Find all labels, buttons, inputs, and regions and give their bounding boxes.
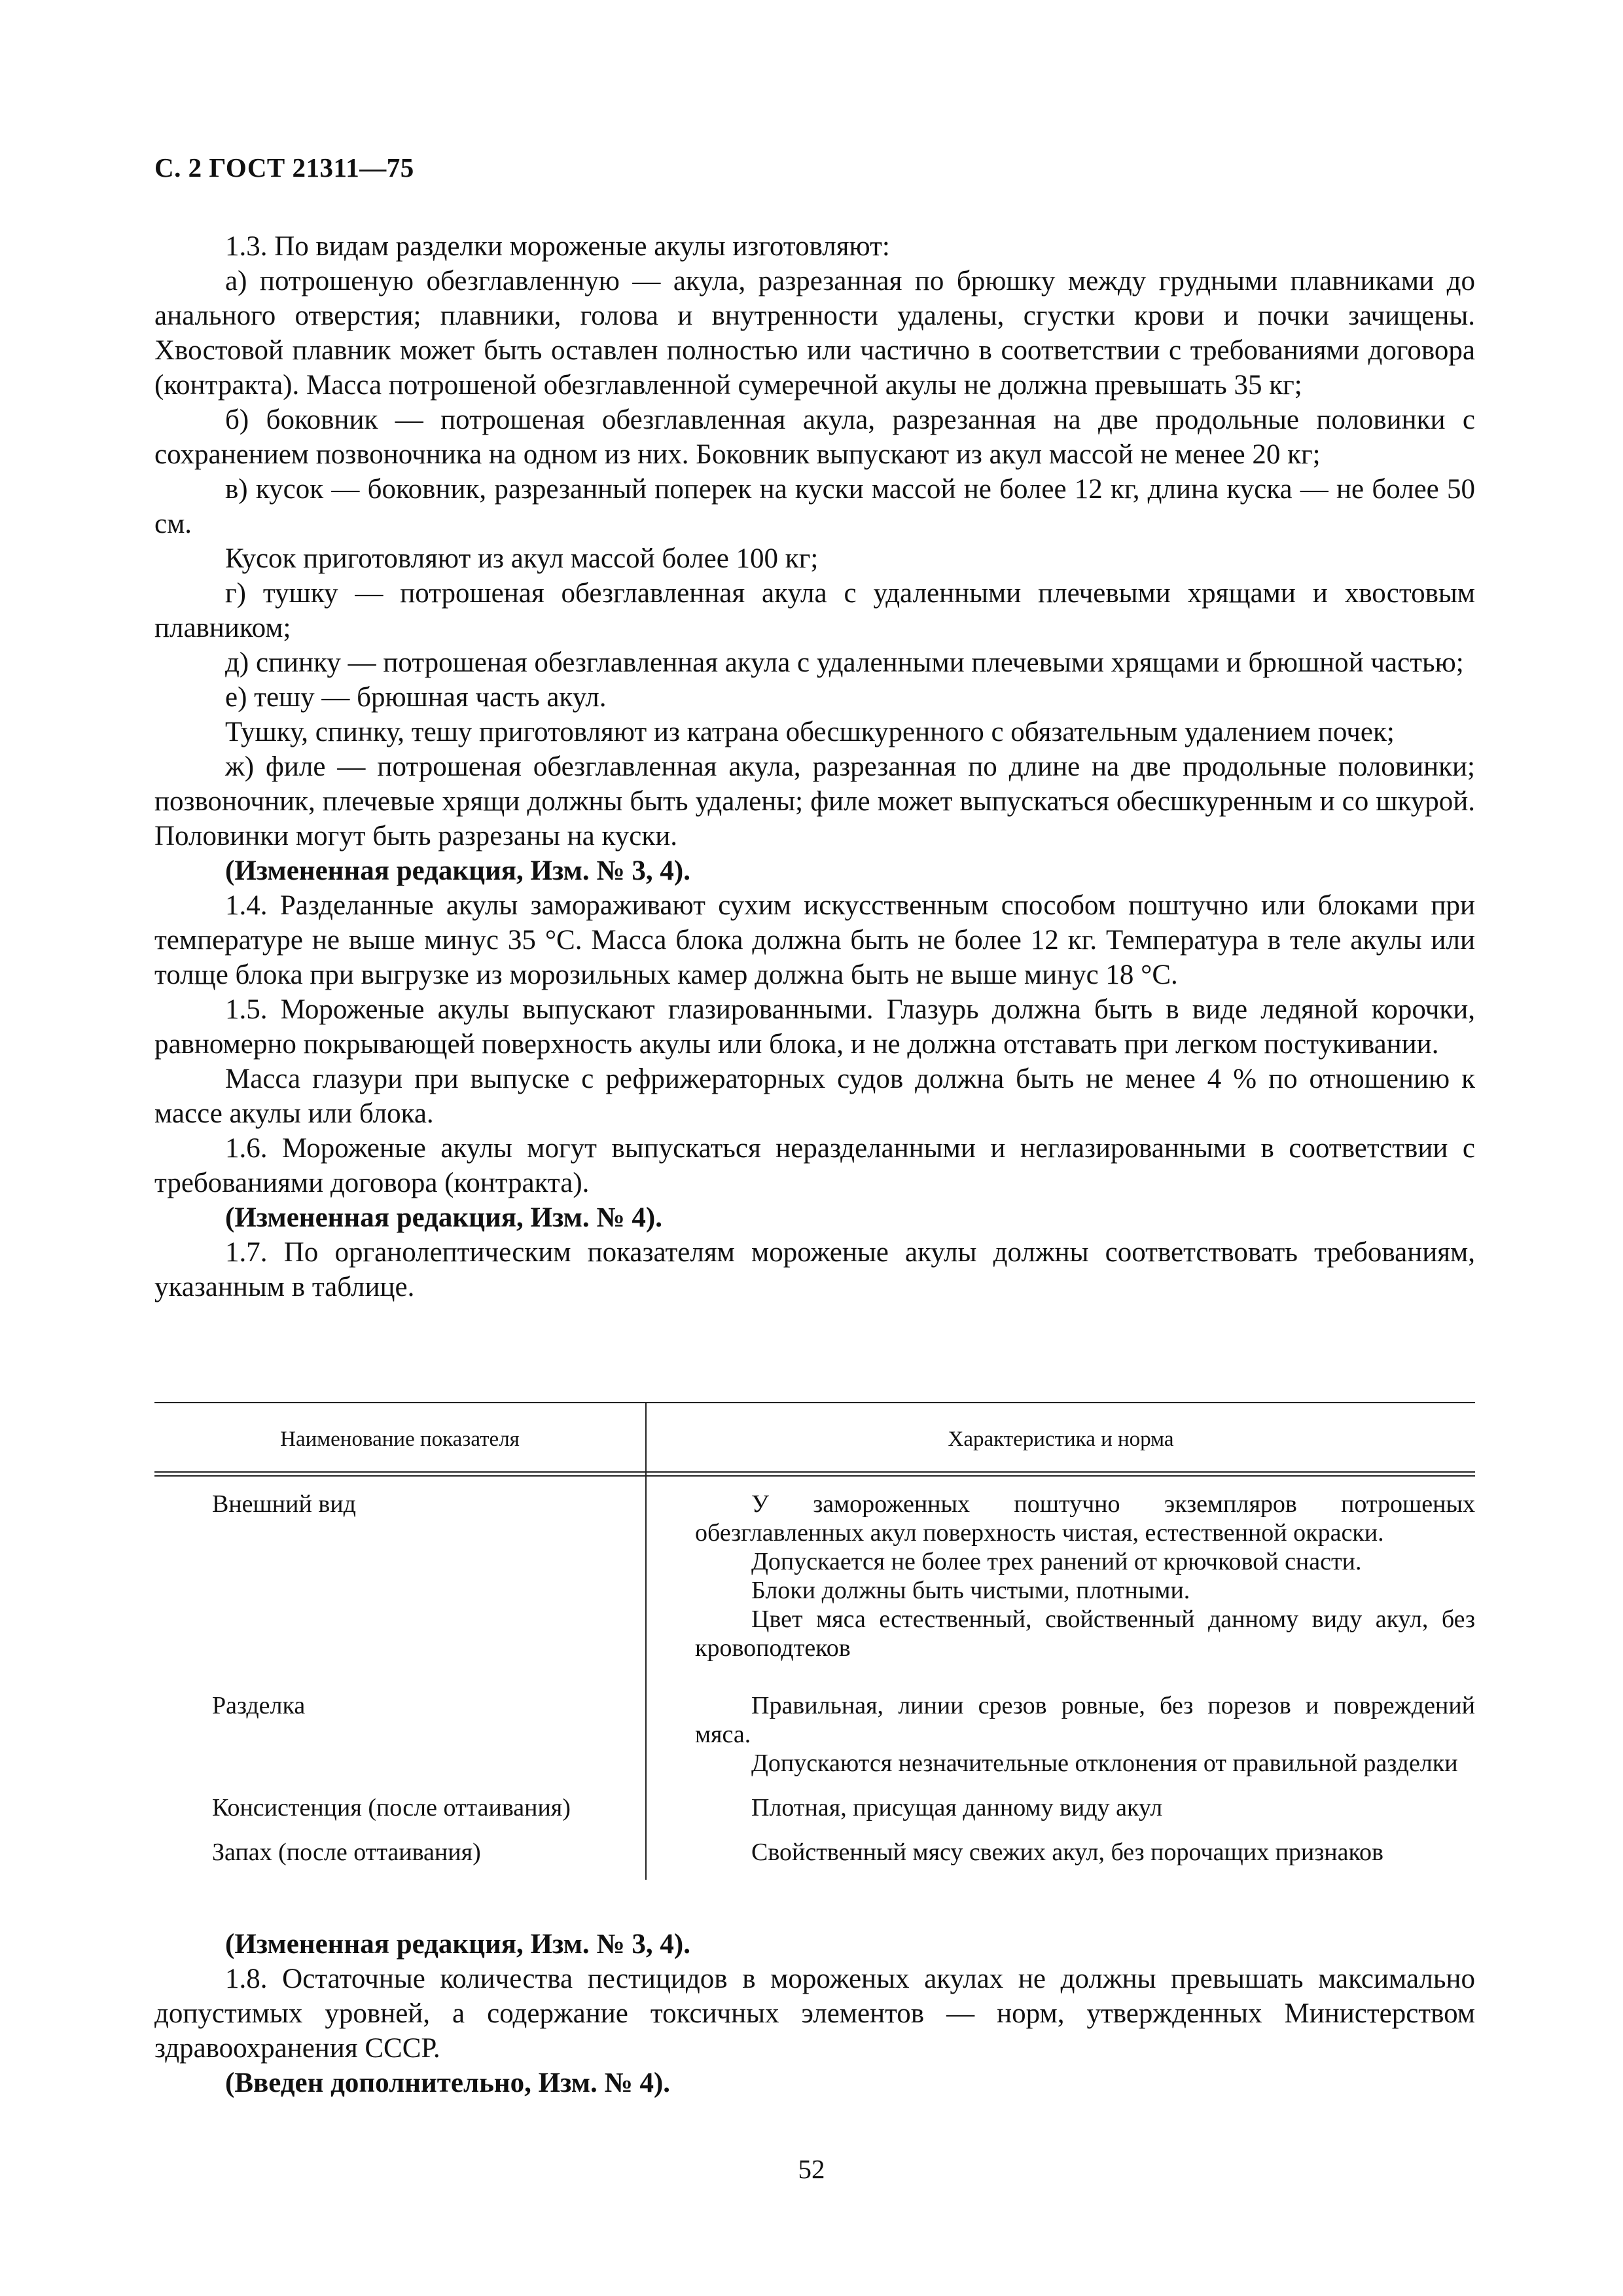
clause-1-6: 1.6. Мороженые акулы могут выпускаться неразделанными и неглазированными в соответствии с требованиями договора (контракта). [154, 1133, 1475, 1198]
clause-1-5-glaze: Масса глазури при выпуске с рефрижераторных судов должна быть не менее 4 % по отношению к массе акулы или блока. [154, 1064, 1475, 1129]
clause-1-8: 1.8. Остаточные количества пестицидов в мороженых акулах не должны превышать максимально допустимых уровней, а содержание токсичных элементов — норм, утвержденных Министерством здравоохранения СССР. [154, 1964, 1475, 2064]
page-number: 52 [798, 2154, 825, 2184]
item-e: е) тешу — брюшная часть акул. [225, 682, 607, 713]
description-line: Допускается не более трех ранений от крючковой снасти. [751, 1548, 1362, 1575]
amendment-note: (Измененная редакция, Изм. № 3, 4). [225, 855, 690, 886]
clause-1-3: 1.3. По видам разделки мороженые акулы изготовляют: [225, 231, 890, 262]
description-line: Допускаются незначительные отклонения от правильной разделки [751, 1749, 1458, 1777]
running-header: С. 2 ГОСТ 21311—75 [154, 152, 414, 183]
table-body [154, 1477, 1475, 1880]
table-row [154, 1838, 1475, 1880]
row-description [645, 1838, 1475, 1867]
item-d: д) спинку — потрошеная обезглавленная акула с удаленными плечевыми хрящами и брюшной частью; [225, 647, 1464, 678]
organoleptic-table [154, 1402, 1475, 1880]
table-row [154, 1490, 1475, 1662]
item-a: а) потрошеную обезглавленную — акула, разрезанная по брюшку между грудными плавниками до анального отверстия; плавники, голова и внутренности удалены, сгустки крови и почки зачищены. Хвостовой плавник может быть оставлен полностью или частично в соответствии с требованиями договора (контракта). Масса потрошеной обезглавленной сумеречной акулы не должна превышать 35 кг; [154, 266, 1475, 401]
description-line: У замороженных поштучно экземпляров потрошеных обезглавленных акул поверхность чистая, естественной окраски. [695, 1490, 1475, 1547]
table-row [154, 1793, 1475, 1822]
header-cell-characteristic: Характеристика и норма [948, 1427, 1174, 1451]
header-cell-indicator: Наименование показателя [280, 1427, 520, 1451]
item-b: б) боковник — потрошеная обезглавленная акула, разрезанная на две продольные половинки с сохранением позвоночника на одном из них. Боковник выпускают из акул массой не менее 20 кг; [154, 404, 1475, 470]
item-zh: ж) филе — потрошеная обезглавленная акула, разрезанная по длине на две продольные половинки; позвоночник, плечевые хрящи должны быть удалены; филе может выпускаться обесшкуренным и со шкурой. Половинки могут быть разрезаны на куски. [154, 751, 1475, 852]
row-name: Консистенция (после оттаивания) [212, 1794, 571, 1821]
row-description [645, 1490, 1475, 1662]
row-name: Запах (после оттаивания) [212, 1839, 481, 1866]
item-e-note: Тушку, спинку, тешу приготовляют из катрана обесшкуренного с обязательным удалением почек; [225, 717, 1395, 747]
row-name: Разделка [212, 1692, 306, 1719]
row-name: Внешний вид [212, 1490, 356, 1518]
item-g: г) тушку — потрошеная обезглавленная акула с удаленными плечевыми хрящами и хвостовым плавником; [154, 578, 1475, 643]
description-line: Цвет мяса естественный, свойственный данному виду акул, без кровоподтеков [695, 1605, 1475, 1662]
row-description [645, 1691, 1475, 1778]
amendment-note: (Измененная редакция, Изм. № 4). [225, 1202, 662, 1233]
column-divider [645, 1477, 647, 1880]
table-header [154, 1402, 1475, 1477]
row-description [645, 1793, 1475, 1822]
addition-note: (Введен дополнительно, Изм. № 4). [225, 2068, 671, 2098]
description-line: Плотная, присущая данному виду акул [751, 1794, 1163, 1821]
description-line: Правильная, линии срезов ровные, без порезов и повреждений мяса. [695, 1692, 1475, 1748]
body-text [154, 229, 1475, 1304]
item-v-note: Кусок приготовляют из акул массой более 100 кг; [225, 543, 819, 574]
item-v: в) кусок — боковник, разрезанный поперек на куски массой не более 12 кг, длина куска — не более 50 см. [154, 474, 1475, 539]
after-table-text [154, 1927, 1475, 2100]
table-row [154, 1691, 1475, 1778]
amendment-note: (Измененная редакция, Изм. № 3, 4). [225, 1929, 690, 1960]
clause-1-7: 1.7. По органолептическим показателям мороженые акулы должны соответствовать требованиям, указанным в таблице. [154, 1237, 1475, 1302]
description-line: Свойственный мясу свежих акул, без порочащих признаков [751, 1839, 1383, 1866]
clause-1-4: 1.4. Разделанные акулы замораживают сухим искусственным способом поштучно или блоками при температуре не выше минус 35 °С. Масса блока должна быть не более 12 кг. Температура в теле акулы или толще блока при выгрузке из морозильных камер должна быть не выше минус 18 °С. [154, 890, 1475, 990]
description-line: Блоки должны быть чистыми, плотными. [751, 1577, 1190, 1604]
clause-1-5: 1.5. Мороженые акулы выпускают глазированными. Глазурь должна быть в виде ледяной корочки, равномерно покрывающей поверхность акулы или блока, и не должна отставать при легком постукивании. [154, 994, 1475, 1060]
